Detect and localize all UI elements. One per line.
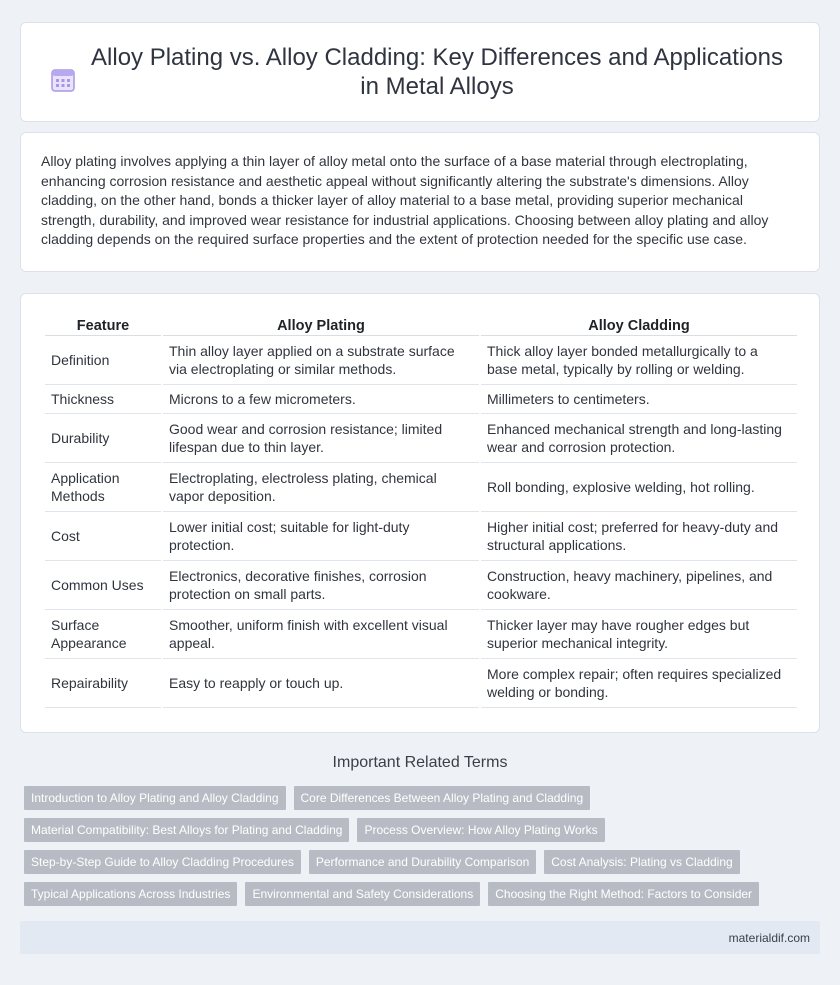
- related-term-link[interactable]: Core Differences Between Alloy Plating and Cladding: [294, 786, 591, 810]
- comparison-card: [20, 293, 820, 733]
- row-feature: Application Methods: [45, 463, 161, 512]
- row-cladding: Thicker layer may have rougher edges but superior mechanical integrity.: [481, 610, 797, 659]
- table-row: [45, 385, 797, 414]
- related-term-link[interactable]: Typical Applications Across Industries: [24, 882, 237, 906]
- row-cladding: Roll bonding, explosive welding, hot rolling.: [481, 463, 797, 512]
- row-plating: Electronics, decorative finishes, corrosion protection on small parts.: [163, 561, 479, 610]
- table-header-row: [45, 316, 797, 336]
- row-plating: Electroplating, electroless plating, chemical vapor deposition.: [163, 463, 479, 512]
- row-cladding: Millimeters to centimeters.: [481, 385, 797, 414]
- header-alloy-cladding: Alloy Cladding: [481, 316, 797, 336]
- related-term-link[interactable]: Material Compatibility: Best Alloys for Plating and Cladding: [24, 818, 349, 842]
- related-terms-heading: Important Related Terms: [332, 754, 508, 771]
- row-feature: Cost: [45, 512, 161, 561]
- row-plating: Good wear and corrosion resistance; limited lifespan due to thin layer.: [163, 414, 479, 463]
- row-feature: Common Uses: [45, 561, 161, 610]
- row-plating: Microns to a few micrometers.: [163, 385, 479, 414]
- row-feature: Thickness: [45, 385, 161, 414]
- footer-site-link[interactable]: materialdif.com: [728, 931, 810, 945]
- row-plating: Smoother, uniform finish with excellent visual appeal.: [163, 610, 479, 659]
- title-card: [20, 22, 820, 122]
- header-alloy-plating: Alloy Plating: [163, 316, 479, 336]
- row-plating: Lower initial cost; suitable for light-duty protection.: [163, 512, 479, 561]
- row-cladding: More complex repair; often requires specialized welding or bonding.: [481, 659, 797, 708]
- related-terms-list: [24, 786, 824, 914]
- table-row: [45, 414, 797, 463]
- table-row: [45, 512, 797, 561]
- row-cladding: Construction, heavy machinery, pipelines, and cookware.: [481, 561, 797, 610]
- intro-card: [20, 132, 820, 272]
- related-term-link[interactable]: Environmental and Safety Considerations: [245, 882, 480, 906]
- row-plating: Thin alloy layer applied on a substrate surface via electroplating or similar methods.: [163, 336, 479, 385]
- table-row: [45, 561, 797, 610]
- intro-paragraph: Alloy plating involves applying a thin layer of alloy metal onto the surface of a base material through electroplating, enhancing corrosion resistance and aesthetic appeal without significantly altering the substrate's dimensions. Alloy cladding, on the other hand, bonds a thicker layer of alloy material to a base metal, providing superior mechanical strength, durability, and improved wear resistance for industrial applications. Choosing between alloy plating and alloy cladding depends on the required surface properties and the extent of protection needed for the specific use case.: [41, 153, 769, 247]
- table-row: [45, 463, 797, 512]
- row-plating: Easy to reapply or touch up.: [163, 659, 479, 708]
- row-feature: Durability: [45, 414, 161, 463]
- calendar-icon: [50, 67, 76, 93]
- related-term-link[interactable]: Process Overview: How Alloy Plating Works: [357, 818, 604, 842]
- row-cladding: Higher initial cost; preferred for heavy-duty and structural applications.: [481, 512, 797, 561]
- row-feature: Surface Appearance: [45, 610, 161, 659]
- row-feature: Definition: [45, 336, 161, 385]
- related-term-link[interactable]: Choosing the Right Method: Factors to Consider: [488, 882, 759, 906]
- related-term-link[interactable]: Performance and Durability Comparison: [309, 850, 536, 874]
- related-term-link[interactable]: Cost Analysis: Plating vs Cladding: [544, 850, 739, 874]
- table-row: [45, 659, 797, 708]
- table-row: [45, 610, 797, 659]
- comparison-table: [43, 316, 799, 708]
- row-feature: Repairability: [45, 659, 161, 708]
- related-term-link[interactable]: Introduction to Alloy Plating and Alloy Cladding: [24, 786, 286, 810]
- row-cladding: Enhanced mechanical strength and long-lasting wear and corrosion protection.: [481, 414, 797, 463]
- related-term-link[interactable]: Step-by-Step Guide to Alloy Cladding Procedures: [24, 850, 301, 874]
- table-row: [45, 336, 797, 385]
- row-cladding: Thick alloy layer bonded metallurgically to a base metal, typically by rolling or welding.: [481, 336, 797, 385]
- footer: [20, 921, 820, 954]
- page-title: Alloy Plating vs. Alloy Cladding: Key Differences and Applications in Metal Alloys: [91, 44, 783, 100]
- header-feature: Feature: [45, 316, 161, 336]
